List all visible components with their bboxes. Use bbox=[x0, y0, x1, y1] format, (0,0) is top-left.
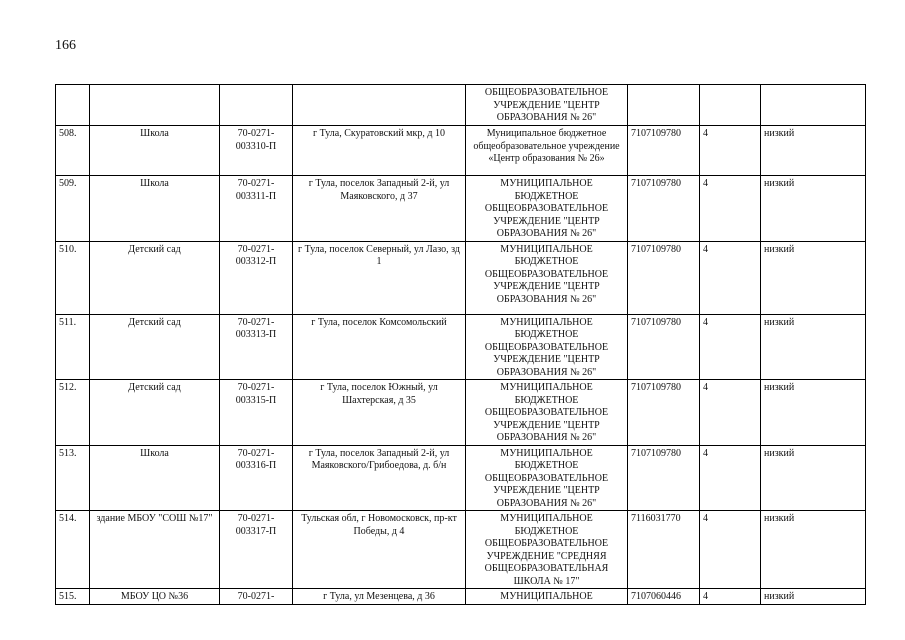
registry-table bbox=[55, 84, 866, 605]
cell-org: МУНИЦИПАЛЬНОЕ БЮДЖЕТНОЕ ОБЩЕОБРАЗОВАТЕЛЬНОЕ УЧРЕЖДЕНИЕ "ЦЕНТР ОБРАЗОВАНИЯ № 26" bbox=[466, 445, 628, 511]
cell-num: 515. bbox=[56, 589, 90, 605]
cell-risk bbox=[761, 85, 866, 126]
cell-category: 4 bbox=[700, 445, 761, 511]
cell-address: г Тула, поселок Комсомольский bbox=[293, 314, 466, 380]
cell-code: 70-0271-003312-П bbox=[220, 241, 293, 314]
table-row bbox=[56, 314, 866, 380]
cell-risk: низкий bbox=[761, 589, 866, 605]
cell-risk: низкий bbox=[761, 314, 866, 380]
cell-code: 70-0271-003315-П bbox=[220, 380, 293, 446]
cell-address: г Тула, Скуратовский мкр, д 10 bbox=[293, 126, 466, 176]
cell-name: Детский сад bbox=[90, 241, 220, 314]
cell-name: Школа bbox=[90, 126, 220, 176]
table-row bbox=[56, 445, 866, 511]
cell-risk: низкий bbox=[761, 176, 866, 242]
cell-code: 70-0271-003317-П bbox=[220, 511, 293, 589]
table-row-continuation bbox=[56, 85, 866, 126]
cell-address: г Тула, поселок Южный, ул Шахтерская, д 35 bbox=[293, 380, 466, 446]
cell-inn: 7107109780 bbox=[628, 176, 700, 242]
cell-code: 70-0271-003313-П bbox=[220, 314, 293, 380]
cell-code: 70-0271- bbox=[220, 589, 293, 605]
cell-org: МУНИЦИПАЛЬНОЕ БЮДЖЕТНОЕ ОБЩЕОБРАЗОВАТЕЛЬНОЕ УЧРЕЖДЕНИЕ "СРЕДНЯЯ ОБЩЕОБРАЗОВАТЕЛЬНАЯ ШКОЛА № 17" bbox=[466, 511, 628, 589]
table-row bbox=[56, 176, 866, 242]
table-row bbox=[56, 126, 866, 176]
cell-num: 511. bbox=[56, 314, 90, 380]
cell-num: 514. bbox=[56, 511, 90, 589]
cell-org: МУНИЦИПАЛЬНОЕ БЮДЖЕТНОЕ ОБЩЕОБРАЗОВАТЕЛЬНОЕ УЧРЕЖДЕНИЕ "ЦЕНТР ОБРАЗОВАНИЯ № 26" bbox=[466, 314, 628, 380]
cell-inn: 7107109780 bbox=[628, 314, 700, 380]
cell-code: 70-0271-003316-П bbox=[220, 445, 293, 511]
cell-category: 4 bbox=[700, 589, 761, 605]
cell-code: 70-0271-003310-П bbox=[220, 126, 293, 176]
cell-category: 4 bbox=[700, 241, 761, 314]
cell-num: 508. bbox=[56, 126, 90, 176]
cell-risk: низкий bbox=[761, 380, 866, 446]
cell-risk: низкий bbox=[761, 511, 866, 589]
cell-code: 70-0271-003311-П bbox=[220, 176, 293, 242]
cell-num bbox=[56, 85, 90, 126]
cell-category: 4 bbox=[700, 380, 761, 446]
cell-name: МБОУ ЦО №36 bbox=[90, 589, 220, 605]
cell-org: ОБЩЕОБРАЗОВАТЕЛЬНОЕ УЧРЕЖДЕНИЕ "ЦЕНТР ОБРАЗОВАНИЯ № 26" bbox=[466, 85, 628, 126]
cell-org: Муниципальное бюджетное общеобразовательное учреждение «Центр образования № 26» bbox=[466, 126, 628, 176]
cell-org: МУНИЦИПАЛЬНОЕ БЮДЖЕТНОЕ ОБЩЕОБРАЗОВАТЕЛЬНОЕ УЧРЕЖДЕНИЕ "ЦЕНТР ОБРАЗОВАНИЯ № 26" bbox=[466, 176, 628, 242]
cell-address: г Тула, поселок Северный, ул Лазо, зд 1 bbox=[293, 241, 466, 314]
cell-category: 4 bbox=[700, 314, 761, 380]
cell-name bbox=[90, 85, 220, 126]
cell-name: Детский сад bbox=[90, 380, 220, 446]
cell-category: 4 bbox=[700, 126, 761, 176]
cell-address bbox=[293, 85, 466, 126]
cell-num: 512. bbox=[56, 380, 90, 446]
table-row bbox=[56, 511, 866, 589]
table-row bbox=[56, 589, 866, 605]
cell-risk: низкий bbox=[761, 445, 866, 511]
cell-inn: 7107109780 bbox=[628, 445, 700, 511]
table-row bbox=[56, 241, 866, 314]
cell-num: 510. bbox=[56, 241, 90, 314]
cell-name: Школа bbox=[90, 445, 220, 511]
cell-inn bbox=[628, 85, 700, 126]
cell-num: 509. bbox=[56, 176, 90, 242]
cell-inn: 7116031770 bbox=[628, 511, 700, 589]
cell-inn: 7107109780 bbox=[628, 241, 700, 314]
cell-inn: 7107109780 bbox=[628, 126, 700, 176]
cell-org: МУНИЦИПАЛЬНОЕ БЮДЖЕТНОЕ ОБЩЕОБРАЗОВАТЕЛЬНОЕ УЧРЕЖДЕНИЕ "ЦЕНТР ОБРАЗОВАНИЯ № 26" bbox=[466, 241, 628, 314]
cell-risk: низкий bbox=[761, 241, 866, 314]
cell-name: здание МБОУ "СОШ №17" bbox=[90, 511, 220, 589]
cell-category: 4 bbox=[700, 176, 761, 242]
cell-org: МУНИЦИПАЛЬНОЕ БЮДЖЕТНОЕ ОБЩЕОБРАЗОВАТЕЛЬНОЕ УЧРЕЖДЕНИЕ "ЦЕНТР ОБРАЗОВАНИЯ № 26" bbox=[466, 380, 628, 446]
cell-name: Школа bbox=[90, 176, 220, 242]
cell-risk: низкий bbox=[761, 126, 866, 176]
table-row bbox=[56, 380, 866, 446]
cell-category: 4 bbox=[700, 511, 761, 589]
cell-address: г Тула, ул Мезенцева, д 36 bbox=[293, 589, 466, 605]
cell-inn: 7107109780 bbox=[628, 380, 700, 446]
cell-org: МУНИЦИПАЛЬНОЕ bbox=[466, 589, 628, 605]
cell-address: г Тула, поселок Западный 2-й, ул Маяковского/Грибоедова, д. б/н bbox=[293, 445, 466, 511]
cell-name: Детский сад bbox=[90, 314, 220, 380]
cell-num: 513. bbox=[56, 445, 90, 511]
cell-category bbox=[700, 85, 761, 126]
page-number: 166 bbox=[55, 38, 76, 53]
cell-inn: 7107060446 bbox=[628, 589, 700, 605]
cell-code bbox=[220, 85, 293, 126]
cell-address: г Тула, поселок Западный 2-й, ул Маяковского, д 37 bbox=[293, 176, 466, 242]
cell-address: Тульская обл, г Новомосковск, пр-кт Победы, д 4 bbox=[293, 511, 466, 589]
